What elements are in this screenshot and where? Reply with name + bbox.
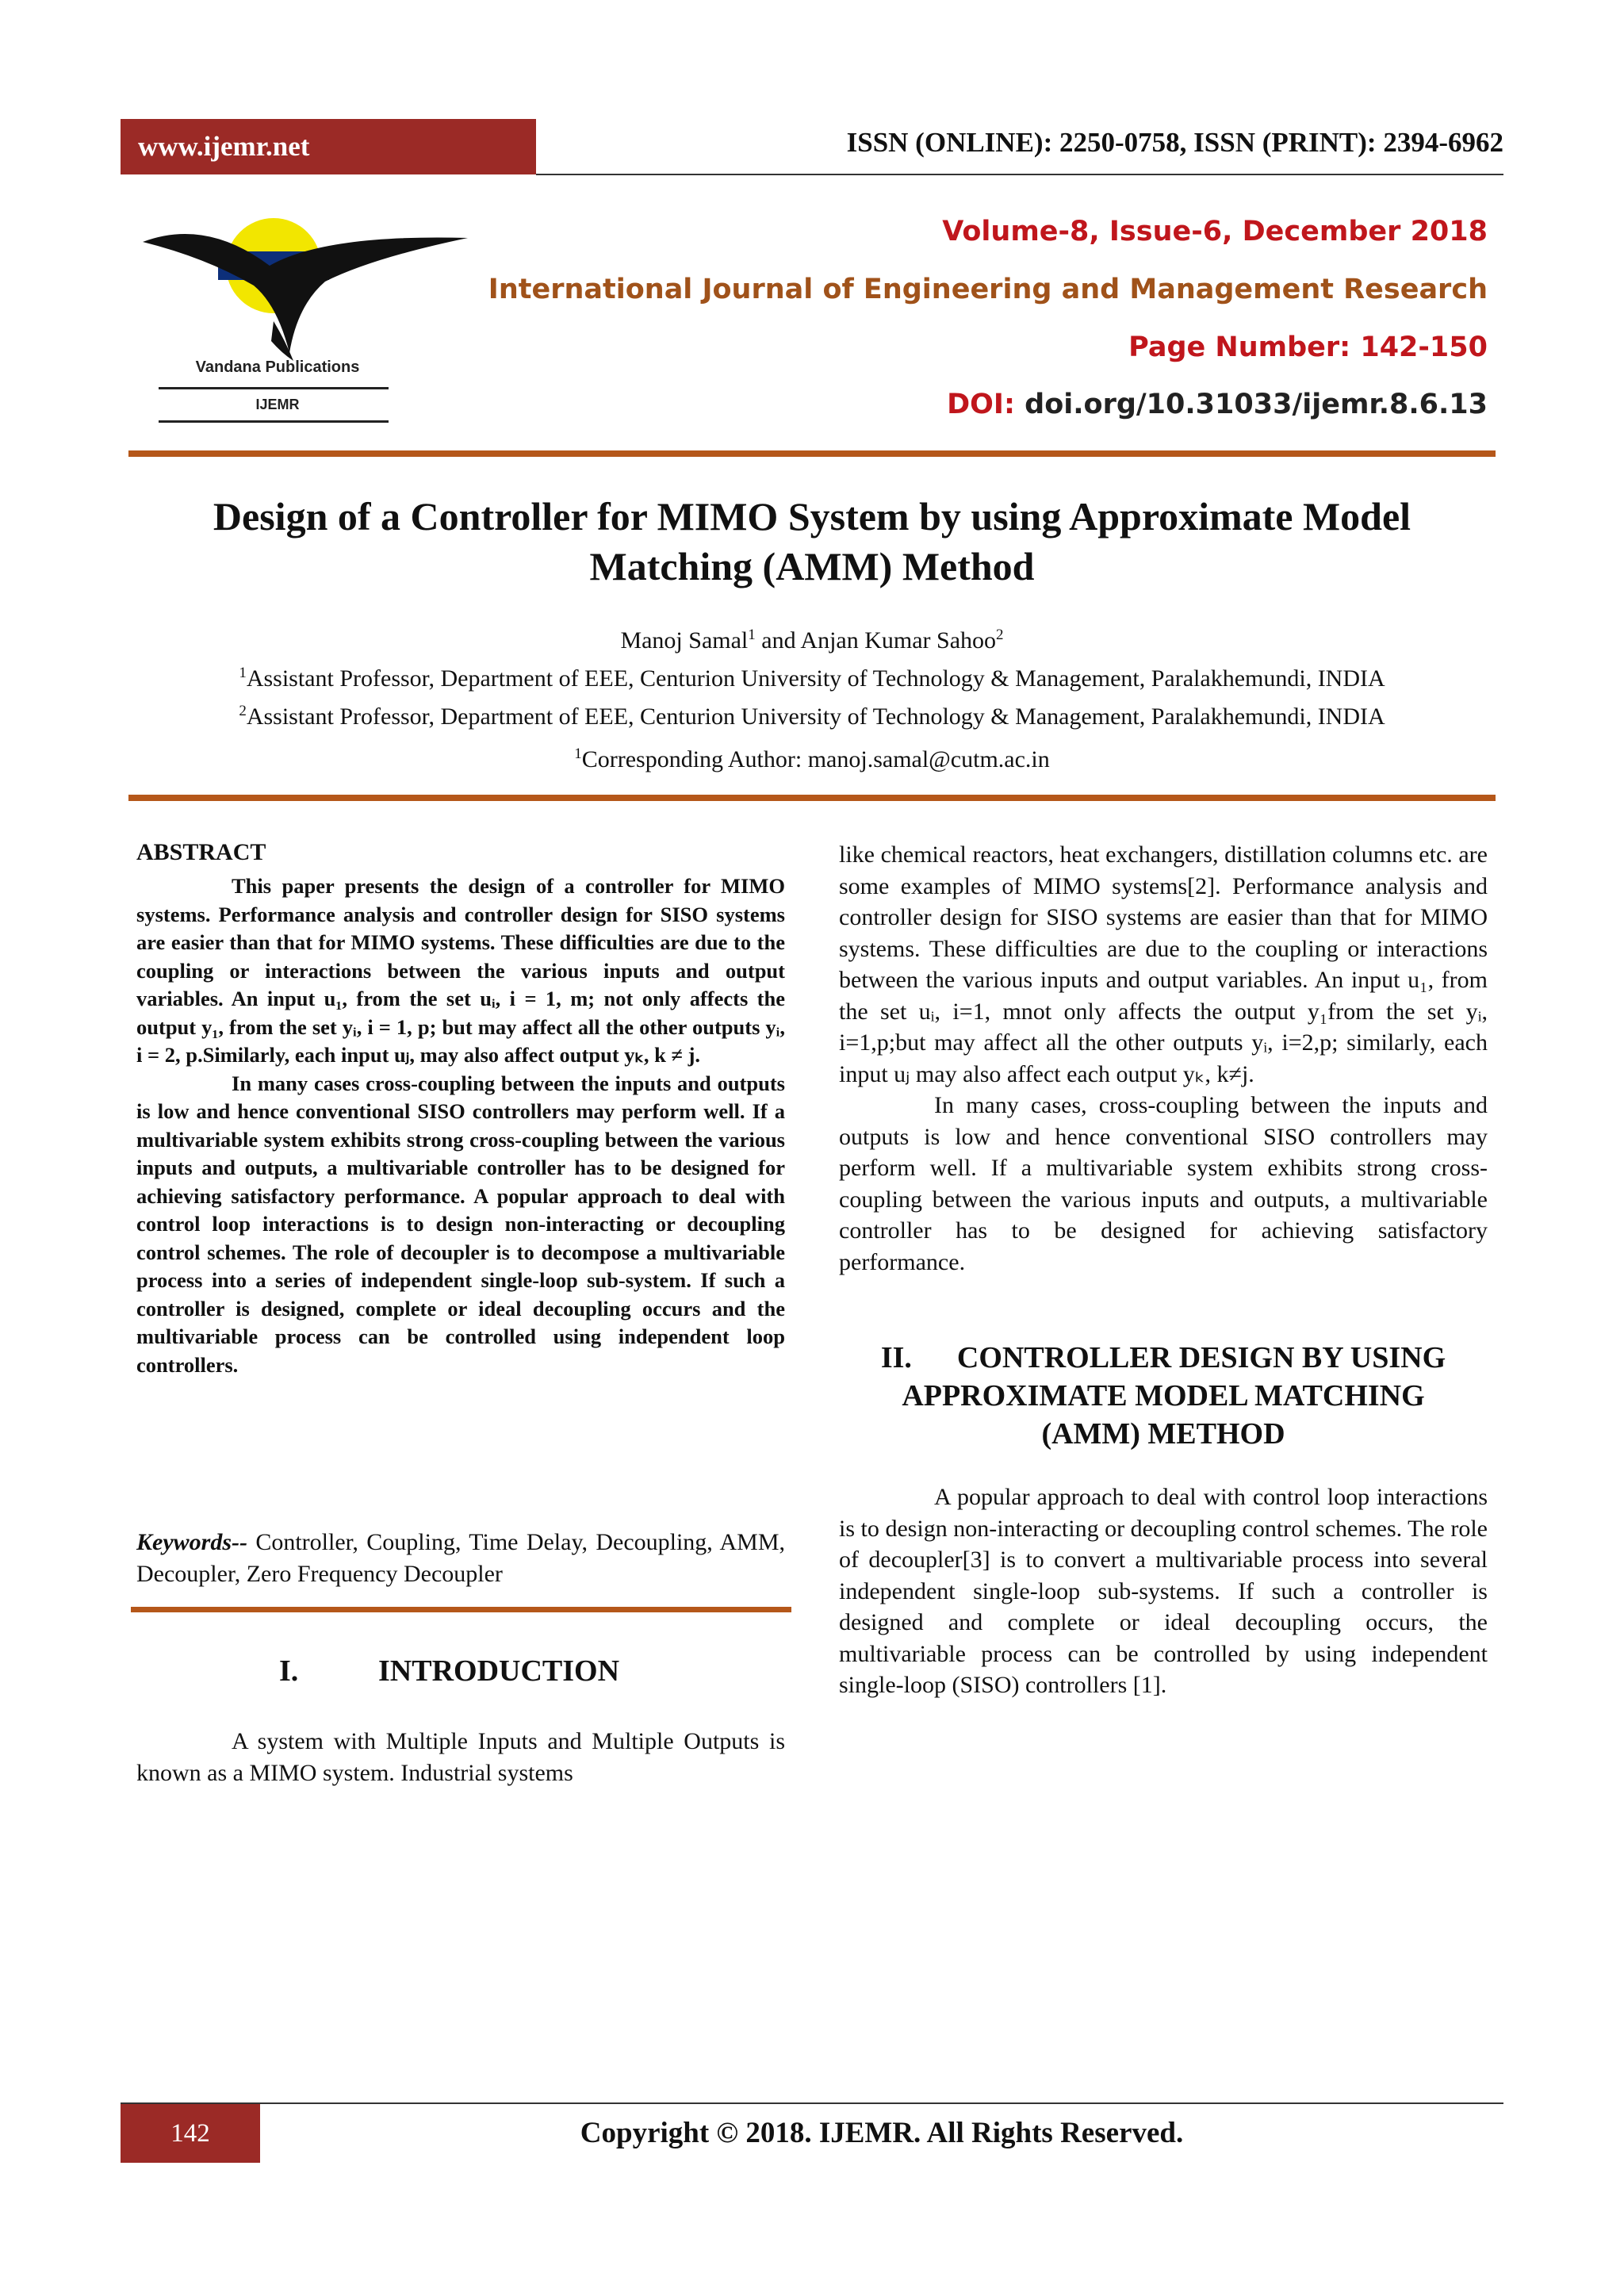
author-1-sup: 1	[748, 627, 756, 643]
footer-divider	[121, 2102, 1503, 2104]
journal-doi	[947, 389, 1488, 420]
section-2-title-2: APPROXIMATE MODEL MATCHING	[902, 1379, 1425, 1412]
title-rule-top	[128, 450, 1496, 457]
affiliation-1	[127, 657, 1497, 695]
right-column-text	[839, 839, 1488, 1278]
corresponding-author	[127, 746, 1497, 773]
doi-label: DOI:	[947, 389, 1015, 420]
section-2-number: II.	[880, 1341, 912, 1374]
section-2-title-1: CONTROLLER DESIGN BY USING	[956, 1341, 1446, 1374]
logo-code: IJEMR	[255, 397, 300, 412]
logo-rule-top	[159, 387, 389, 389]
right-paragraph-1: like chemical reactors, heat exchangers, distillation columns etc. are some examples of MIMO systems[2]. Performance analysis and controller design for SISO systems are easier than that for MIMO systems. These difficulties are due to the coupling or interactions between the various inputs and output variables. An input u₁, from the set uᵢ, i=1, mnot only affects the output y₁from the set yᵢ, i=1,p;but may affect all the other outputs yᵢ, i=2,p; similarly, each input uⱼ may also affect each output yₖ, k≠j.	[839, 841, 1488, 1087]
keywords	[136, 1527, 785, 1589]
author-1: Manoj Samal	[620, 627, 749, 654]
intro-paragraph-1: A system with Multiple Inputs and Multiple Outputs is known as a MIMO system. Industrial systems	[136, 1728, 785, 1786]
abstract-paragraph-1: This paper presents the design of a controller for MIMO systems. Performance analysis and controller design for SISO systems are easier than that for MIMO systems. These difficulties are due to the coupling or interactions between the various inputs and output variables. An input u₁, from the set uᵢ, i = 1, m; not only affects the output y₁, from the set yᵢ, i = 1, p; but may affect all the other outputs yᵢ, i = 2, p.Similarly, each input uⱼ, may also affect output yₖ, k ≠ j.	[136, 874, 785, 1067]
affiliation-1-sup: 1	[239, 665, 247, 681]
corresponding-text[interactable]: Corresponding Author: manoj.samal@cutm.ac.in	[581, 746, 1050, 772]
author-separator: and	[755, 627, 801, 654]
affiliation-1-text: Assistant Professor, Department of EEE, Centurion University of Technology & Management, Paralakhemundi, INDIA	[246, 665, 1385, 692]
journal-name: International Journal of Engineering and Management Research	[488, 274, 1488, 305]
keywords-text: Controller, Coupling, Time Delay, Decoupling, AMM, Decoupler, Zero Frequency Decoupler	[136, 1529, 785, 1587]
keywords-label: Keywords--	[136, 1529, 247, 1555]
copyright: Copyright © 2018. IJEMR. All Rights Reserved.	[580, 2117, 1184, 2149]
journal-volume: Volume-8, Issue-6, December 2018	[942, 216, 1488, 247]
section-2-title-3: (AMM) METHOD	[1041, 1417, 1285, 1451]
journal-url[interactable]: www.ijemr.net	[121, 119, 536, 174]
author-2-sup: 2	[996, 627, 1004, 643]
title-rule-bottom	[128, 795, 1496, 801]
abstract-heading: ABSTRACT	[136, 839, 266, 865]
logo-rule-bottom	[159, 420, 389, 423]
paper-title: Design of a Controller for MIMO System by using Approximate Model Matching (AMM) Method	[213, 494, 1411, 588]
author-line	[127, 619, 1497, 657]
affiliation-2-text: Assistant Professor, Department of EEE, Centurion University of Technology & Management, Paralakhemundi, INDIA	[246, 703, 1385, 730]
authors-block	[127, 619, 1497, 733]
page-number: 142	[121, 2104, 260, 2163]
section-2-heading	[839, 1339, 1488, 1453]
logo-bird	[143, 234, 468, 353]
abstract-rule	[131, 1607, 791, 1612]
issn-text: ISSN (ONLINE): 2250-0758, ISSN (PRINT): 2394-6962	[846, 127, 1503, 158]
affiliation-2-sup: 2	[239, 703, 247, 719]
header-divider	[536, 174, 1503, 175]
intro-body	[136, 1726, 785, 1788]
section-2-paragraph-1: A popular approach to deal with control loop interactions is to design non-interacting or decoupling control schemes. The role of decoupler[3] is to convert a multivariable process into several independent single-loop sub-systems. If such a controller is designed and complete or ideal decoupling occurs, the multivariable process can be controlled by using independent single-loop (SISO) controllers [1].	[839, 1484, 1488, 1698]
section-1-number: I.	[279, 1654, 299, 1688]
doi-link[interactable]: doi.org/10.31033/ijemr.8.6.13	[1025, 389, 1488, 420]
abstract-paragraph-2: In many cases cross-coupling between the inputs and outputs is low and hence conventional SISO controllers may perform well. If a multivariable system exhibits strong cross-coupling between the various inputs and outputs, a multivariable controller has to be designed for achieving satisfactory performance. A popular approach to deal with control loop interactions is to design non-interacting or decoupling control schemes. The role of decoupler is to decompose a multivariable process into a series of independent single-loop sub-system. If such a controller is designed, complete or ideal decoupling occurs and the multivariable process can be controlled using independent loop controllers.	[136, 1071, 785, 1377]
affiliation-2	[127, 695, 1497, 733]
section-2-line-1	[839, 1339, 1488, 1377]
corresponding-sup: 1	[574, 746, 582, 762]
journal-page-number: Page Number: 142-150	[1128, 332, 1488, 363]
abstract-body	[136, 872, 785, 1379]
section-2-body	[839, 1481, 1488, 1701]
logo-publisher: Vandana Publications	[195, 358, 360, 376]
author-2: Anjan Kumar Sahoo	[800, 627, 997, 654]
right-paragraph-2: In many cases, cross-coupling between the inputs and outputs is low and hence conventional SISO controllers may perform well. If a multivariable system exhibits strong cross-coupling between the various inputs and outputs, a multivariable controller has to be designed for achieving satisfactory performance.	[839, 1092, 1488, 1275]
section-1-title: INTRODUCTION	[378, 1654, 620, 1688]
